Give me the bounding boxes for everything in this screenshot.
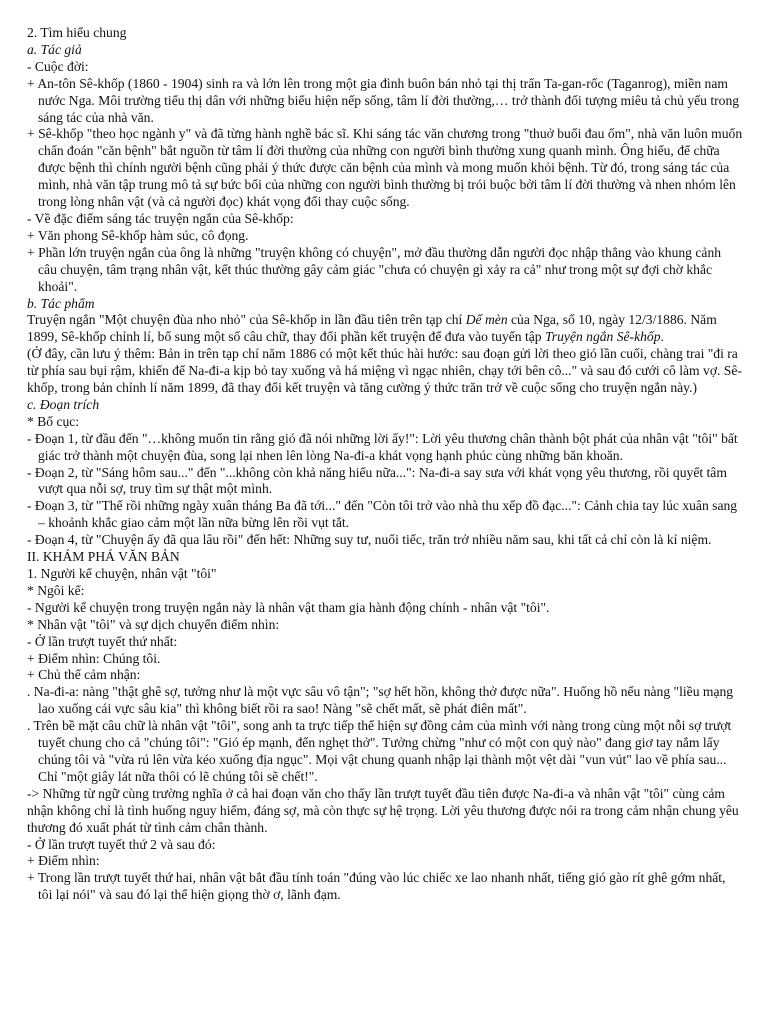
paragraph: + Sê-khốp "theo học ngành y" và đã từng hành nghề bác sĩ. Khi sáng tác văn chương trong "thuở buổi đau ốm", nhà văn luôn muốn chẩn đoán "căn bệnh" bắt nguồn từ tâm lí đời thường của những con người bình thường xung quanh mình. Ông hiểu, để chữa được bệnh thì chính người bệnh cũng phải ý thức được căn bệnh của mình và mong muốn khỏi bệnh. Từ đó, trong sáng tác của mình, nhà văn tập trung mô tả sự bức bối của những con người bình thường bị trói buộc bởi tâm lí đời thường và nhen nhóm lên trong lòng nhân vật (và cả người đọc) khát vọng đổi thay cuộc sống. <box>27 126 743 210</box>
text-run: của Nga, số 10, ngày 12/3/1886. Năm 1899, Sê-khốp chỉnh lí, bổ sung một số câu chữ, thay đổi phần kết truyện để đưa vào tuyển tập <box>27 312 717 345</box>
magazine-title: Dế mèn <box>465 312 508 328</box>
paragraph: + Văn phong Sê-khốp hàm súc, cô đọng. <box>27 227 249 243</box>
style-label: - Về đặc điểm sáng tác truyện ngắn của Sê-khốp: <box>27 210 294 226</box>
subsection-heading: 1. Người kể chuyện, nhân vật "tôi" <box>27 566 217 581</box>
section-heading: II. KHÁM PHÁ VĂN BẢN <box>27 549 180 565</box>
paragraph-work <box>27 312 743 346</box>
subsection-heading-author: a. Tác giả <box>27 41 82 57</box>
paragraph: - Đoạn 2, từ "Sáng hôm sau..." đến "...không còn khả năng hiểu nữa...": Na-đi-a say sưa với khát vọng yêu thương, rồi quyết tâm vượt qua nỗi sợ, truy tìm sự thật một mình. <box>27 464 727 497</box>
book-title: Truyện ngắn Sê-khốp <box>544 329 661 345</box>
paragraph: + An-tôn Sê-khốp (1860 - 1904) sinh ra và lớn lên trong một gia đình buôn bán nhỏ tại thị trấn Ta-gan-rốc (Taganrog), miền nam nước Nga. Môi trường tiểu thị dân với những biểu hiện nếp sống, tâm lí đời thường,… trở thành đối tượng miêu tả chủ yếu trong sáng tác của nhà văn. <box>27 75 740 125</box>
paragraph: . Trên bề mặt câu chữ là nhân vật "tôi", song anh ta trực tiếp thể hiện sự đồng cảm của mình với nàng trong cùng một nỗi sợ trượt tuyết chung cho cả "chúng tôi": "Gió ép mạnh, đến nghẹt thở". Tưởng chừng "như có một con quỷ nào" đang giơ tay nắm lấy chúng tôi và "vừa rú lên vừa kéo xuống địa ngục". Mọi vật chung quanh nhập lại thành một vệt dài "vun vút" lao về phía sau... Chỉ "một giây lát nữa thôi có lẽ chúng tôi sẽ chết!". <box>27 718 732 784</box>
paragraph-note: (Ở đây, cần lưu ý thêm: Bản in trên tạp chí năm 1886 có một kết thúc hài hước: sau đoạn gửi lời theo gió lần cuối, chàng trai "đi ra từ phía sau bụi rậm, khiến để Na-đi-a kịp bỏ tay xuống và há miệng vì ngạc nhiên, chạy tới bên cô..." và sau đó cưới cô làm vợ. Sê-khốp, trong bản chỉnh lí năm 1899, đã thay đổi kết truyện và tăng cường ý thức trăn trở về cuộc sống cho truyện ngắn này.) <box>27 346 742 396</box>
subsection-heading-work: b. Tác phẩm <box>27 295 95 311</box>
paragraph: + Điểm nhìn: <box>27 853 100 869</box>
section-heading: 2. Tìm hiểu chung <box>27 25 127 40</box>
layout-label: * Bố cục: <box>27 413 80 429</box>
paragraph: - Đoạn 3, từ "Thế rồi những ngày xuân tháng Ba đã tới..." đến "Còn tôi trở vào nhà thu xếp đồ đạc...": Cảnh chia tay lúc xuân sang – khoảnh khắc giao cảm một lần nữa bừng lên rồi vụt tắt. <box>27 498 738 531</box>
text-run: . <box>660 329 664 345</box>
paragraph: + Chủ thể cảm nhận: <box>27 667 141 683</box>
shift-label: * Nhân vật "tôi" và sự dịch chuyển điểm nhìn: <box>27 616 280 632</box>
subsection-heading-excerpt: c. Đoạn trích <box>27 396 100 412</box>
paragraph: - Đoạn 1, từ đầu đến "…không muốn tin rằng gió đã nói những lời ấy!": Lời yêu thương chân thành bột phát của nhân vật "tôi" bất giác trở thành một chuyện đùa, song lại nhen lên lòng Na-đi-a khát vọng hạnh phúc cùng những băn khoăn. <box>27 430 738 463</box>
document-body <box>27 25 743 904</box>
narrator-label: * Ngôi kể: <box>27 582 85 598</box>
first-slide-label: - Ở lần trượt tuyết thứ nhất: <box>27 633 178 649</box>
paragraph: + Điểm nhìn: Chúng tôi. <box>27 650 161 666</box>
paragraph: . Na-đi-a: nàng "thật ghê sợ, tưởng như là một vực sâu vô tận"; "sợ hết hồn, không thở được nữa". Huống hồ nếu nàng "liều mạng lao xuống cái vực sâu kia" thì không biết rồi ra sao! Nàng "sẽ chết mất, sẽ phát điên mất". <box>27 684 734 717</box>
paragraph: - Đoạn 4, từ "Chuyện ấy đã qua lâu rồi" đến hết: Những suy tư, nuối tiếc, trăn trở nhiều năm sau, khi tất cả chỉ còn là kỉ niệm. <box>27 532 712 548</box>
text-run: Truyện ngắn "Một chuyện đùa nho nhỏ" của Sê-khốp in lần đầu tiên trên tạp chí <box>27 312 466 328</box>
paragraph: -> Những từ ngữ cùng trường nghĩa ở cả hai đoạn văn cho thấy lần trượt tuyết đầu tiên được Na-đi-a và nhân vật "tôi" cùng cảm nhận không chỉ là tình huống nguy hiểm, đáng sợ, mà còn thực sự hệ trọng. Lời yêu thương được nói ra trong cảm nhận chung yêu thương đó xuất phát từ tình cảm chân thành. <box>27 785 739 835</box>
paragraph: - Người kể chuyện trong truyện ngắn này là nhân vật tham gia hành động chính - nhân vật "tôi". <box>27 599 550 615</box>
paragraph: + Phần lớn truyện ngắn của ông là những "truyện không có chuyện", mở đầu thường dẫn người đọc nhập thẳng vào khung cảnh câu chuyện, tâm trạng nhân vật, kết thúc thường gây cảm giác "chưa có chuyện gì xảy ra cả" như trong một sự đợi chờ khắc khoải". <box>27 244 722 294</box>
second-slide-label: - Ở lần trượt tuyết thứ 2 và sau đó: <box>27 836 216 852</box>
paragraph: + Trong lần trượt tuyết thứ hai, nhân vật bắt đầu tính toán "đúng vào lúc chiếc xe lao nhanh nhất, tiếng gió gào rít ghê gớm nhất, tôi lại nói" và sau đó lại thể hiện giọng thờ ơ, lãnh đạm. <box>27 870 726 903</box>
life-label: - Cuộc đời: <box>27 58 89 74</box>
